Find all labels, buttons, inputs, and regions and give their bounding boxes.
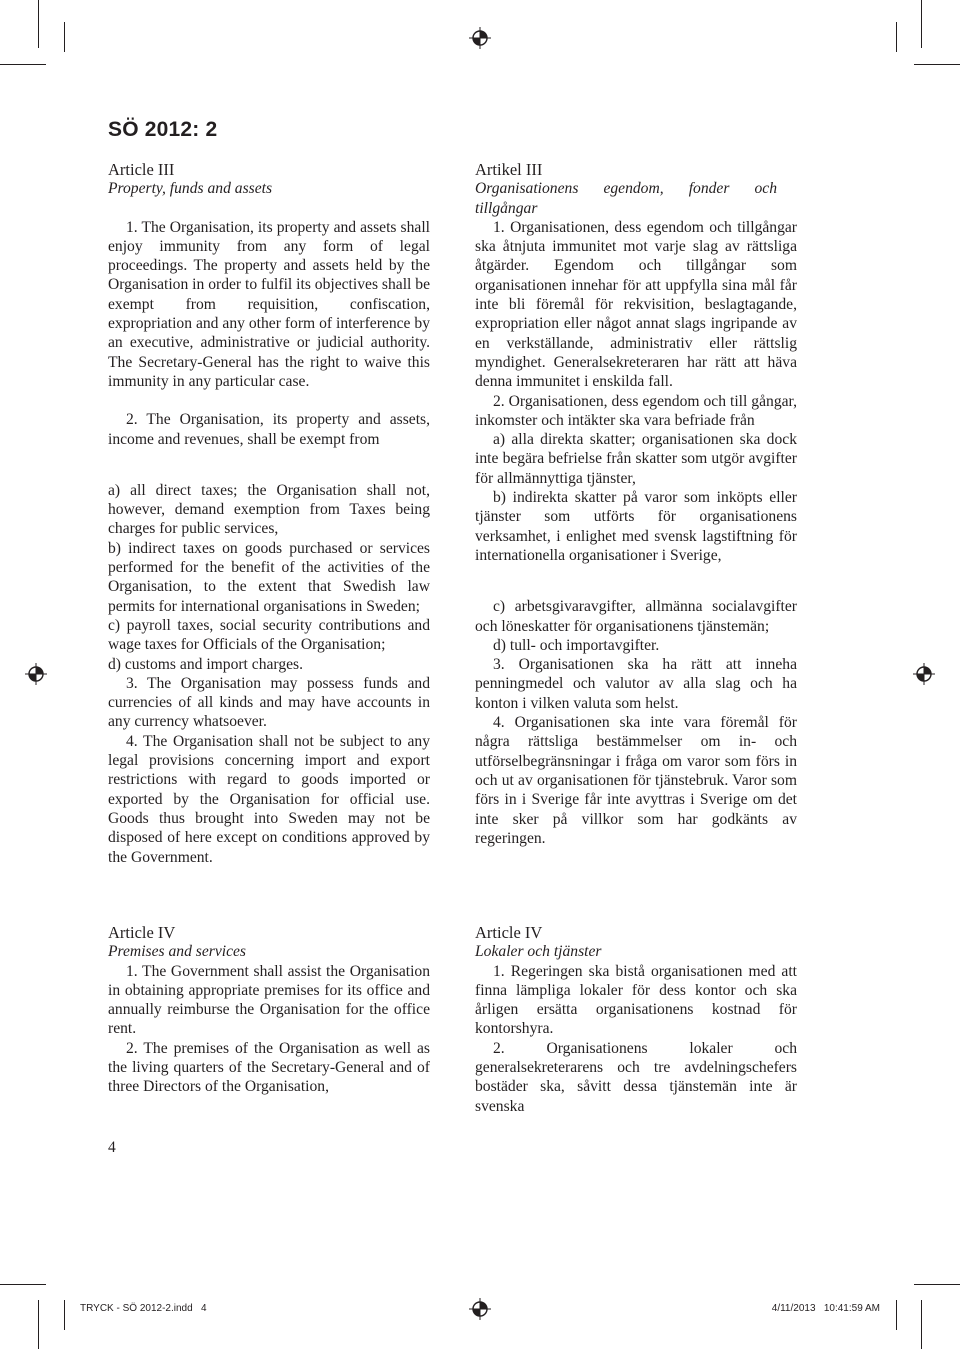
english-article-3 (108, 160, 430, 867)
paragraph: 3. Organisationen ska ha rätt att inneha penningmedel och valutor av alla slag och ha konton i vilken valuta som helst. (475, 656, 797, 712)
crop-mark (38, 0, 39, 48)
article-subtitle: Organisationens egendom, fonder och tillgångar (475, 180, 777, 217)
paragraph: a) all direct taxes; the Organisation shall not, however, demand exemption from Taxes being charges for public services, (108, 481, 430, 538)
swedish-article-3 (475, 160, 797, 848)
article-heading: Article III (108, 160, 175, 179)
crop-mark (38, 1300, 39, 1349)
paragraph: 2. Organisationen, dess egendom och till gångar, inkomster och intäkter ska vara befriade från (475, 392, 797, 429)
paragraph: a) alla direkta skatter; organisationen ska dock inte begära befrielse från skatter som utgör avgifter för allmännyttiga tjänster, (475, 431, 797, 487)
paragraph: 2. Organisationens lokaler och generalsekreterarens och tre avdelningschefers bostäder ska, såvitt dessa tjänstemän inte är svenska (475, 1039, 797, 1115)
paragraph: 4. The Organisation shall not be subject to any legal provisions concerning import and export restrictions with regard to goods imported or exported by the Organisation for official use. Goods thus brought into Sweden may not be disposed of here except on conditions approved by the Government. (108, 732, 430, 866)
crop-mark (896, 1300, 897, 1330)
paragraph: 3. The Organisation may possess funds and currencies of all kinds and may have accounts in any currency whatsoever. (108, 674, 430, 731)
page-number: 4 (108, 1139, 116, 1156)
paragraph: 1. The Government shall assist the Organisation in obtaining appropriate premises for its office and annually reimburse the Organisation for the office rent. (108, 962, 430, 1038)
paragraph: 1. The Organisation, its property and assets shall enjoy immunity from any form of legal proceedings. The property and assets held by the Organisation in order to fulfil its objectives shall be exempt from requisition, confiscation, expropriation and any other form of interference by an executive, administrative or judicial authority. The Secretary-General has the right to waive this immunity in any particular case. (108, 218, 430, 390)
swedish-article-4 (475, 923, 797, 1116)
paragraph: 1. Regeringen ska bistå organisationen med att finna lämpliga lokaler för dess kontor och ska årligen ersätta organisationens kostnad för kontorshyra. (475, 962, 797, 1038)
crop-mark (0, 64, 46, 65)
paragraph: c) payroll taxes, social security contributions and wage taxes for Officials of the Organisation; (108, 616, 430, 654)
crop-mark (896, 22, 897, 52)
paragraph: d) tull- och importavgifter. (493, 636, 660, 654)
paragraph: b) indirect taxes on goods purchased or services performed for the benefit of the activities of the Organisation, to the extent that Swedish law permits for international organisations in Sweden; (108, 539, 430, 615)
crop-mark (0, 1284, 46, 1285)
paragraph: d) customs and import charges. (108, 655, 304, 673)
article-heading: Article IV (475, 923, 543, 942)
paragraph: 2. The Organisation, its property and assets, income and revenues, shall be exempt from (108, 411, 430, 448)
registration-target-icon (913, 663, 935, 685)
paragraph: 2. The premises of the Organisation as well as the living quarters of the Secretary-General and of three Directors of the Organisation, (108, 1039, 430, 1096)
article-subtitle: Lokaler och tjänster (475, 943, 602, 961)
crop-mark (914, 1284, 960, 1285)
crop-mark (921, 1300, 922, 1349)
crop-mark (64, 22, 65, 52)
crop-mark (921, 0, 922, 48)
paragraph: b) indirekta skatter på varor som inköpts eller tjänster som utförts för organisationens verksamhet, i enlighet med svensk lagstiftning för internationella organisationer i Sverige, (475, 489, 797, 564)
english-article-4 (108, 923, 430, 1097)
crop-mark (914, 64, 960, 65)
registration-target-icon (25, 663, 47, 685)
slug-file-name: TRYCK - SÖ 2012-2.indd 4 (80, 1303, 207, 1314)
paragraph: 4. Organisationen ska inte vara föremål för några rättsliga bestämmelser om in- och utförselbegränsningar i fråga om varor som förs in och ut av organisationen för tjänstebruk. Varor som förs in i Sverige får inte avyttras i Sverige om det inte sker på villkor som har godkänts av regeringen. (475, 714, 797, 847)
article-subtitle: Property, funds and assets (108, 180, 273, 198)
page-header: SÖ 2012: 2 (108, 118, 218, 141)
registration-target-icon (469, 1298, 491, 1320)
article-heading: Artikel III (475, 160, 543, 179)
article-heading: Article IV (108, 923, 176, 942)
registration-target-icon (469, 27, 491, 49)
article-subtitle: Premises and services (108, 943, 246, 961)
crop-mark (64, 1300, 65, 1330)
paragraph: c) arbetsgivaravgifter, allmänna socialavgifter och löneskatter för organisationens tjänstemän; (475, 598, 797, 635)
paragraph: 1. Organisationen, dess egendom och tillgångar ska åtnjuta immunitet mot varje slag av rättsliga åtgärder. Egendom och tillgångar som organisationen innehar för att uppfylla sina mål får inte bli föremål för rekvisition, beslagtagande, expropriation eller något annat slags ingripande av en verkställande, administrativ eller rättslig myndighet. Generalsekreteraren har rätt att häva denna immunitet i enskilda fall. (475, 218, 797, 391)
slug-timestamp: 4/11/2013 10:41:59 AM (771, 1303, 880, 1314)
